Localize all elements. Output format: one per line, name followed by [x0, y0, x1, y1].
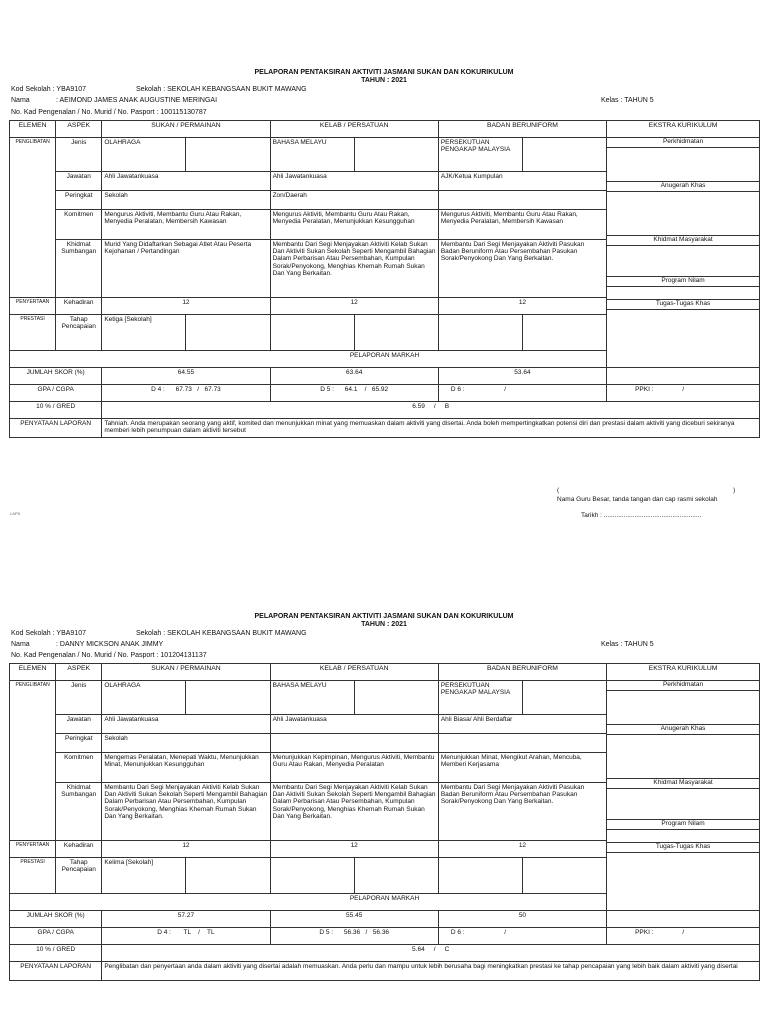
aspek-komitmen: Komitmen — [56, 210, 102, 240]
ekstra-anugerah: Anugerah Khas — [607, 182, 759, 192]
sukan-kehadiran: 12 — [102, 298, 270, 315]
assessment-table — [9, 120, 760, 438]
header-badan: BADAN BERUNIFORM — [438, 121, 606, 138]
header-elemen: ELEMEN — [10, 121, 56, 138]
elemen-penyertaan: PENYERTAAN — [10, 298, 56, 315]
header-kelab: KELAB / PERSATUAN — [270, 664, 438, 681]
aspek-kehadiran: Kehadiran — [56, 298, 102, 315]
gred-value: 6.59 / B — [102, 402, 760, 419]
badan-tahap — [438, 858, 522, 894]
ekstra-kurikulum-column — [607, 681, 760, 911]
badan-khidmat: Membantu Dari Segi Menjayakan Aktiviti Pasukan Badan Beruniform Atau Persembahan Pasukan Sorak/Penyokong Dan Yang Berkaitan. — [438, 783, 606, 841]
badan-khidmat: Membantu Dari Segi Menjayakan Aktiviti Pasukan Badan Beruniform Atau Persembahan Pasukan Sorak/Penyokong Dan Yang Berkaitan. — [438, 240, 606, 298]
badan-tahap — [438, 315, 522, 351]
ekstra-khidmat-masyarakat: Khidmat Masyarakat — [607, 236, 759, 246]
kelab-tahap — [270, 315, 354, 351]
sukan-khidmat: Murid Yang Didaftarkan Sebagai Atlet Atau Peserta Kejohanan / Pertandingan — [102, 240, 270, 298]
jumlah-badan: 53.64 — [438, 368, 606, 385]
sukan-komitmen: Mengurus Aktiviti, Membantu Guru Atau Rakan, Menyedia Peralatan, Membersih Kawasan — [102, 210, 270, 240]
kod-sekolah: Kod Sekolah : YBA9107 — [11, 86, 86, 93]
badan-jenis: PERSEKUTUAN PENGAKAP MALAYSIA — [438, 138, 522, 172]
aspek-jenis: Jenis — [56, 138, 102, 172]
pelaporan-markah-title: PELAPORAN MARKAH — [10, 894, 760, 911]
aspek-jenis: Jenis — [56, 681, 102, 715]
label-gpa: GPA / CGPA — [10, 928, 102, 945]
jumlah-sukan: 64.55 — [102, 368, 270, 385]
header-ekstra: EKSTRA KURIKULUM — [607, 664, 760, 681]
gpa-d4: D 4 : 67.73 / 67.73 — [102, 385, 270, 402]
badan-peringkat — [438, 191, 606, 210]
student-name: : DANNY MICKSON ANAK JIMMY — [56, 641, 164, 648]
header-aspek: ASPEK — [56, 121, 102, 138]
label-penyataan: PENYATAAN LAPORAN — [10, 419, 102, 438]
header-elemen: ELEMEN — [10, 664, 56, 681]
tarikh-field: Tarikh : ...................................................... — [581, 512, 702, 519]
header-aspek: ASPEK — [56, 664, 102, 681]
kelab-jawatan: Ahli Jawatankuasa — [270, 172, 438, 191]
kelab-peringkat: Zon/Daerah — [270, 191, 438, 210]
aspek-tahap: Tahap Pencapaian — [56, 858, 102, 894]
aspek-tahap: Tahap Pencapaian — [56, 315, 102, 351]
aspek-jawatan: Jawatan — [56, 172, 102, 191]
badan-kehadiran: 12 — [438, 841, 606, 858]
sukan-tahap: Ketiga [Sekolah] — [102, 315, 186, 351]
badan-peringkat — [438, 734, 606, 753]
report-title: PELAPORAN PENTAKSIRAN AKTIVITI JASMANI SUKAN DAN KOKURIKULUM — [254, 69, 514, 76]
badan-jawatan: AJK/Ketua Kumpulan — [438, 172, 606, 191]
badan-komitmen: Mengurus Aktiviti, Membantu Guru Atau Rakan, Menyedia Peralatan, Membersih Kawasan — [438, 210, 606, 240]
label-gpa: GPA / CGPA — [10, 385, 102, 402]
sukan-komitmen: Mengemas Peralatan, Menepati Waktu, Menunjukkan Minat, Menunjukkan Kesungguhan — [102, 753, 270, 783]
sekolah-name: Sekolah : SEKOLAH KEBANGSAAN BUKIT MAWANG — [136, 630, 307, 637]
aspek-kehadiran: Kehadiran — [56, 841, 102, 858]
sukan-tahap: Kelima [Sekolah] — [102, 858, 186, 894]
header-sukan: SUKAN / PERMAINAN — [102, 121, 270, 138]
id-line: No. Kad Pengenalan / No. Murid / No. Pasport : 101204131137 — [11, 652, 207, 659]
gpa-d5: D 5 : 56.36 / 56.36 — [270, 928, 438, 945]
gpa-d4: D 4 : TL / TL — [102, 928, 270, 945]
elemen-prestasi: PRESTASI — [10, 315, 56, 351]
penyataan-text: Tahniah. Anda merupakan seorang yang aktif, komited dan menunjukkan minat yang memuaskan dalam aktiviti yang disertai. Anda boleh mempertingkatkan potensi diri dan prestasi dalam aktiviti yang diceburi sekiranya memberi lebih penumpuan dalam aktiviti tersebut — [102, 419, 760, 438]
gpa-ppki: PPKI : / — [607, 928, 760, 945]
kelab-peringkat — [270, 734, 438, 753]
signature-open-paren: ( — [557, 487, 560, 494]
aspek-khidmat: Khidmat Sumbangan — [56, 240, 102, 298]
kelab-khidmat: Membantu Dari Segi Menjayakan Aktiviti Kelab Sukan Dan Aktiviti Sukan Sekolah Seperti Mengambil Bahagian Dalam Perbarisan Atau Persembahan, Kumpulan Sorak/Penyokong, Menghias Khemah Rumah Sukan Dan Yang Berkaitan. — [270, 240, 438, 298]
kelas: Kelas : TAHUN 5 — [601, 641, 654, 648]
elemen-prestasi: PRESTASI — [10, 858, 56, 894]
ekstra-program-nilam: Program Nilam — [607, 820, 759, 830]
kelab-khidmat: Membantu Dari Segi Menjayakan Aktiviti Kelab Sukan Dan Aktiviti Sukan Sekolah Seperti Mengambil Bahagian Dalam Perbarisan Atau Persembahan, Kumpulan Sorak/Penyokong, Menghias Khemah Rumah Sukan Dan Yang Berkaitan. — [270, 783, 438, 841]
ekstra-perkhidmatan: Perkhidmatan — [607, 138, 759, 148]
kelab-kehadiran: 12 — [270, 841, 438, 858]
header-badan: BADAN BERUNIFORM — [438, 664, 606, 681]
label-gred: 10 % / GRED — [10, 402, 102, 419]
sukan-peringkat: Sekolah — [102, 191, 270, 210]
aspek-khidmat: Khidmat Sumbangan — [56, 783, 102, 841]
student-name: : AEIMOND JAMES ANAK AUGUSTINE MERINGAI — [56, 97, 218, 104]
gpa-d6: D 6 : / — [438, 928, 606, 945]
ekstra-tugas-khas: Tugas-Tugas Khas — [607, 843, 759, 853]
label-gred: 10 % / GRED — [10, 945, 102, 962]
pelaporan-markah-title: PELAPORAN MARKAH — [10, 351, 760, 368]
jumlah-sukan: 57.27 — [102, 911, 270, 928]
nama-label: Nama — [11, 641, 30, 648]
ekstra-tugas-khas: Tugas-Tugas Khas — [607, 300, 759, 310]
header-sukan: SUKAN / PERMAINAN — [102, 664, 270, 681]
sukan-jawatan: Ahli Jawatankuasa — [102, 715, 270, 734]
id-line: No. Kad Pengenalan / No. Murid / No. Pasport : 100115130787 — [11, 109, 207, 116]
jumlah-kelab: 63.64 — [270, 368, 438, 385]
jumlah-badan: 50 — [438, 911, 606, 928]
kelab-komitmen: Menunjukkan Kepimpinan, Mengurus Aktiviti, Membantu Guru Atau Rakan, Menyedia Peralatan — [270, 753, 438, 783]
nama-label: Nama — [11, 97, 30, 104]
ekstra-anugerah: Anugerah Khas — [607, 725, 759, 735]
kelab-komitmen: Mengurus Aktiviti, Membantu Guru Atau Rakan, Menyedia Peralatan, Menunjukkan Kesungguhan — [270, 210, 438, 240]
footer-mark: LAPS — [10, 511, 21, 516]
header-kelab: KELAB / PERSATUAN — [270, 121, 438, 138]
ekstra-khidmat-masyarakat: Khidmat Masyarakat — [607, 779, 759, 789]
aspek-peringkat: Peringkat — [56, 734, 102, 753]
penyataan-text: Penglibatan dan penyertaan anda dalam aktiviti yang disertai adalah memuaskan. Anda perlu dan mampu untuk lebih berusaha bagi meningkatkan prestasi ke tahap pencapaian yang lebih baik dalam aktiviti yang disertai — [102, 962, 760, 981]
sukan-kehadiran: 12 — [102, 841, 270, 858]
gred-value: 5.64 / C — [102, 945, 760, 962]
report-title: PELAPORAN PENTAKSIRAN AKTIVITI JASMANI SUKAN DAN KOKURIKULUM — [254, 613, 514, 620]
label-jumlah-skor: JUMLAH SKOR (%) — [10, 368, 102, 385]
elemen-penglibatan: PENGLIBATAN — [10, 681, 56, 841]
badan-komitmen: Menunjukkan Minat, Mengikut Arahan, Mencuba, Memberi Kerjasama — [438, 753, 606, 783]
header-ekstra: EKSTRA KURIKULUM — [607, 121, 760, 138]
kelab-jenis: BAHASA MELAYU — [270, 681, 354, 715]
kelas: Kelas : TAHUN 5 — [601, 97, 654, 104]
kelab-kehadiran: 12 — [270, 298, 438, 315]
kelab-jawatan: Ahli Jawatankuasa — [270, 715, 438, 734]
badan-jawatan: Ahli Biasa/ Ahli Berdaftar — [438, 715, 606, 734]
assessment-table — [9, 663, 760, 981]
aspek-komitmen: Komitmen — [56, 753, 102, 783]
aspek-jawatan: Jawatan — [56, 715, 102, 734]
report-year: TAHUN : 2021 — [361, 621, 407, 628]
jumlah-kelab: 55.45 — [270, 911, 438, 928]
gpa-d5: D 5 : 64.1 / 65.92 — [270, 385, 438, 402]
sukan-khidmat: Membantu Dari Segi Menjayakan Aktiviti Kelab Sukan Dan Aktiviti Sukan Sekolah Seperti Mengambil Bahagian Dalam Perbarisan Atau Persembahan, Kumpulan Sorak/Penyokong, Menghias Khemah Rumah Sukan Dan Yang Berkaitan. — [102, 783, 270, 841]
sukan-peringkat: Sekolah — [102, 734, 270, 753]
ekstra-perkhidmatan: Perkhidmatan — [607, 681, 759, 691]
elemen-penglibatan: PENGLIBATAN — [10, 138, 56, 298]
ekstra-kurikulum-column — [607, 138, 760, 368]
signature-label: Nama Guru Besar, tanda tangan dan cap rasmi sekolah — [557, 496, 718, 503]
label-penyataan: PENYATAAN LAPORAN — [10, 962, 102, 981]
kelab-tahap — [270, 858, 354, 894]
kod-sekolah: Kod Sekolah : YBA9107 — [11, 630, 86, 637]
signature-close-paren: ) — [733, 487, 736, 494]
kelab-jenis: BAHASA MELAYU — [270, 138, 354, 172]
aspek-peringkat: Peringkat — [56, 191, 102, 210]
sekolah-name: Sekolah : SEKOLAH KEBANGSAAN BUKIT MAWANG — [136, 86, 307, 93]
elemen-penyertaan: PENYERTAAN — [10, 841, 56, 858]
sukan-jawatan: Ahli Jawatankuasa — [102, 172, 270, 191]
gpa-ppki: PPKI : / — [607, 385, 760, 402]
ekstra-program-nilam: Program Nilam — [607, 277, 759, 287]
label-jumlah-skor: JUMLAH SKOR (%) — [10, 911, 102, 928]
badan-jenis: PERSEKUTUAN PENGAKAP MALAYSIA — [438, 681, 522, 715]
sukan-jenis: OLAHRAGA — [102, 681, 186, 715]
sukan-jenis: OLAHRAGA — [102, 138, 186, 172]
badan-kehadiran: 12 — [438, 298, 606, 315]
report-year: TAHUN : 2021 — [361, 77, 407, 84]
gpa-d6: D 6 : / — [438, 385, 606, 402]
